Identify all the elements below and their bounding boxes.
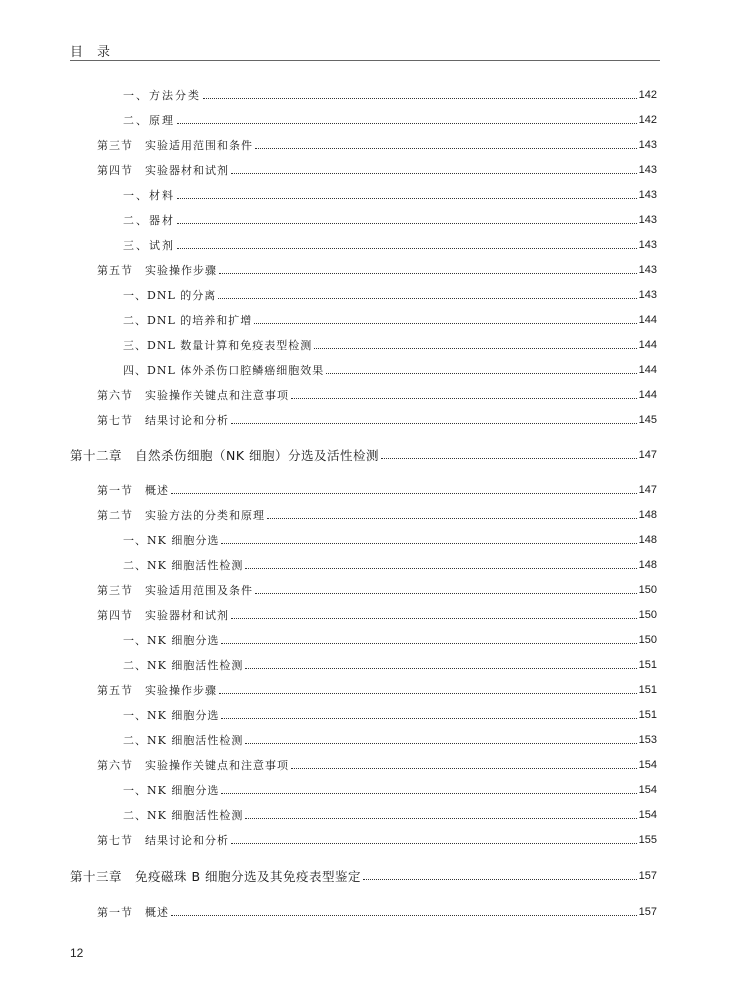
toc-entry-page: 145: [638, 414, 657, 426]
dot-leader: [219, 693, 637, 694]
dot-leader: [221, 543, 636, 544]
toc-subsection-row[interactable]: [123, 531, 657, 549]
toc-entry-page: 148: [638, 509, 657, 521]
dot-leader: [171, 493, 637, 494]
toc-entry-label: 二、器材: [123, 214, 175, 227]
toc-subsection-row[interactable]: [123, 186, 657, 204]
dot-leader: [218, 298, 636, 299]
toc-entry-label: 四、DNL 体外杀伤口腔鳞癌细胞效果: [123, 364, 325, 377]
toc-entry-label: 二、DNL 的培养和扩增: [123, 314, 253, 327]
header-title: 目录: [70, 45, 125, 60]
toc-chapter-row[interactable]: [70, 446, 657, 464]
toc-entry-page: 150: [638, 584, 657, 596]
toc-entry-label: 二、NK 细胞活性检测: [123, 809, 244, 822]
toc-entry-label: 第十二章 自然杀伤细胞（NK 细胞）分选及活性检测: [70, 448, 380, 463]
toc-entry-page: 143: [638, 214, 657, 226]
toc-entry-label: 二、NK 细胞活性检测: [123, 734, 244, 747]
toc-entry-label: 第七节 结果讨论和分析: [97, 414, 229, 427]
toc-entry-label: 二、原理: [123, 114, 175, 127]
toc-subsection-row[interactable]: [123, 656, 657, 674]
dot-leader: [177, 198, 637, 199]
toc-section-row[interactable]: [97, 606, 657, 624]
toc-entry-page: 143: [638, 239, 657, 251]
toc-section-row[interactable]: [97, 411, 657, 429]
toc-subsection-row[interactable]: [123, 211, 657, 229]
toc-entry-page: 142: [638, 114, 657, 126]
dot-leader: [221, 718, 636, 719]
dot-leader: [326, 373, 636, 374]
toc-section-row[interactable]: [97, 506, 657, 524]
toc-subsection-row[interactable]: [123, 236, 657, 254]
dot-leader: [177, 248, 637, 249]
dot-leader: [231, 173, 637, 174]
toc-entry-page: 144: [638, 314, 657, 326]
toc-entry-page: 148: [638, 559, 657, 571]
toc-section-row[interactable]: [97, 903, 657, 921]
toc-entry-page: 143: [638, 164, 657, 176]
toc-entry-label: 一、方法分类: [123, 89, 201, 102]
toc-subsection-row[interactable]: [123, 286, 657, 304]
toc-entry-page: 142: [638, 89, 657, 101]
page-number: 12: [70, 946, 84, 960]
toc-subsection-row[interactable]: [123, 631, 657, 649]
toc-entry-page: 147: [638, 484, 657, 496]
toc-subsection-row[interactable]: [123, 706, 657, 724]
toc-entry-label: 二、NK 细胞活性检测: [123, 559, 244, 572]
toc-entry-page: 154: [638, 784, 657, 796]
toc-entry-label: 一、材料: [123, 189, 175, 202]
dot-leader: [267, 518, 637, 519]
toc-entry-page: 151: [638, 709, 657, 721]
toc-entry-page: 157: [638, 870, 657, 882]
toc-entry-page: 147: [638, 449, 657, 461]
toc-subsection-row[interactable]: [123, 111, 657, 129]
toc-entry-label: 第六节 实验操作关键点和注意事项: [97, 759, 289, 772]
dot-leader: [231, 423, 637, 424]
toc-subsection-row[interactable]: [123, 806, 657, 824]
toc-section-row[interactable]: [97, 261, 657, 279]
toc-entry-label: 第五节 实验操作步骤: [97, 684, 217, 697]
toc-entry-page: 151: [638, 659, 657, 671]
dot-leader: [221, 793, 636, 794]
dot-leader: [231, 618, 637, 619]
toc-section-row[interactable]: [97, 581, 657, 599]
toc-entry-page: 151: [638, 684, 657, 696]
toc-entry-label: 二、NK 细胞活性检测: [123, 659, 244, 672]
dot-leader: [255, 148, 637, 149]
toc-section-row[interactable]: [97, 831, 657, 849]
dot-leader: [177, 123, 637, 124]
toc-entry-label: 第三节 实验适用范围及条件: [97, 584, 253, 597]
toc-entry-page: 154: [638, 759, 657, 771]
toc-entry-page: 153: [638, 734, 657, 746]
toc-entry-label: 第四节 实验器材和试剂: [97, 609, 229, 622]
dot-leader: [255, 593, 637, 594]
toc-section-row[interactable]: [97, 386, 657, 404]
dot-leader: [171, 915, 637, 916]
toc-entry-label: 三、DNL 数量计算和免疫表型检测: [123, 339, 313, 352]
toc-subsection-row[interactable]: [123, 361, 657, 379]
toc-section-row[interactable]: [97, 161, 657, 179]
toc-entry-label: 第一节 概述: [97, 484, 169, 497]
toc-entry-label: 第七节 结果讨论和分析: [97, 834, 229, 847]
toc-entry-page: 148: [638, 534, 657, 546]
toc-subsection-row[interactable]: [123, 556, 657, 574]
dot-leader: [245, 568, 636, 569]
toc-entry-page: 144: [638, 389, 657, 401]
toc-entry-page: 143: [638, 139, 657, 151]
toc-entry-label: 第四节 实验器材和试剂: [97, 164, 229, 177]
toc-section-row[interactable]: [97, 481, 657, 499]
toc-chapter-row[interactable]: [70, 867, 657, 885]
toc-entry-page: 143: [638, 289, 657, 301]
dot-leader: [314, 348, 636, 349]
dot-leader: [381, 458, 637, 459]
dot-leader: [231, 843, 637, 844]
toc-entry-label: 一、NK 细胞分选: [123, 634, 220, 647]
toc-entry-page: 155: [638, 834, 657, 846]
dot-leader: [221, 643, 636, 644]
toc-entry-label: 第二节 实验方法的分类和原理: [97, 509, 265, 522]
dot-leader: [363, 879, 637, 880]
toc-entry-label: 第六节 实验操作关键点和注意事项: [97, 389, 289, 402]
toc-entry-page: 144: [638, 339, 657, 351]
toc-entry-label: 一、NK 细胞分选: [123, 534, 220, 547]
dot-leader: [177, 223, 637, 224]
toc-subsection-row[interactable]: [123, 731, 657, 749]
toc-entry-label: 第一节 概述: [97, 906, 169, 919]
toc-subsection-row[interactable]: [123, 336, 657, 354]
toc-entry-page: 143: [638, 189, 657, 201]
toc-entry-page: 157: [638, 906, 657, 918]
toc-section-row[interactable]: [97, 756, 657, 774]
toc-entry-page: 150: [638, 634, 657, 646]
toc-subsection-row[interactable]: [123, 781, 657, 799]
toc-entry-label: 第五节 实验操作步骤: [97, 264, 217, 277]
toc-entry-page: 143: [638, 264, 657, 276]
dot-leader: [203, 98, 637, 99]
toc-entry-page: 144: [638, 364, 657, 376]
dot-leader: [245, 743, 636, 744]
toc-section-row[interactable]: [97, 136, 657, 154]
toc-entry-label: 一、NK 细胞分选: [123, 784, 220, 797]
dot-leader: [291, 768, 637, 769]
toc-subsection-row[interactable]: [123, 311, 657, 329]
toc-entry-label: 第三节 实验适用范围和条件: [97, 139, 253, 152]
toc-entry-label: 一、NK 细胞分选: [123, 709, 220, 722]
toc-section-row[interactable]: [97, 681, 657, 699]
dot-leader: [291, 398, 637, 399]
dot-leader: [245, 668, 636, 669]
toc-entry-label: 第十三章 免疫磁珠 B 细胞分选及其免疫表型鉴定: [70, 869, 362, 884]
toc-subsection-row[interactable]: [123, 86, 657, 104]
toc-entry-label: 一、DNL 的分离: [123, 289, 217, 302]
dot-leader: [254, 323, 636, 324]
toc-entry-page: 154: [638, 809, 657, 821]
dot-leader: [219, 273, 637, 274]
toc-entry-page: 150: [638, 609, 657, 621]
dot-leader: [245, 818, 636, 819]
toc-entry-label: 三、试剂: [123, 239, 175, 252]
